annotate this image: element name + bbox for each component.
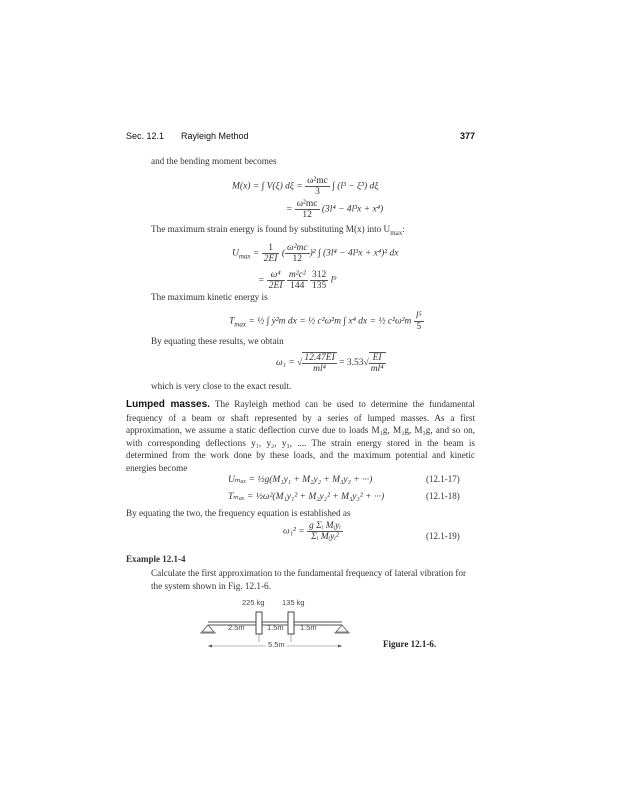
eq-u1-frac: [262, 243, 280, 264]
eq-w-frac2: [369, 352, 386, 374]
text-line-4: By equating these results, we obtain: [151, 336, 284, 346]
eq-t-sub: max: [234, 320, 246, 329]
eq-m1-den: 3: [315, 187, 320, 197]
eq-w-left: ω₁ =: [276, 358, 295, 369]
example-title: Example 12.1-4: [126, 554, 186, 564]
equation-number-17: (12.1-17): [426, 474, 460, 484]
eq-u2-frac3: [310, 270, 328, 291]
equation-umax-1: $U_{max}$ = $\frac{1}{2EI}$ ( $\frac{\text{ω²mc}}{12}$ )² ∫ (3l⁴ − 4l³x + x⁴)² dx: [232, 243, 399, 264]
text-line-1: and the bending moment becomes: [151, 156, 277, 166]
section-title: Rayleigh Method: [181, 131, 249, 141]
figure-caption: Figure 12.1-6.: [383, 639, 437, 649]
mass-2-label: 135 kg: [282, 598, 305, 607]
eq-u2-den: 2EI: [268, 281, 283, 291]
equation-12-1-18: Tₘₐₓ = ½ω²(M₁y₁² + M₂y₂² + M₃y₃² + ···): [228, 492, 385, 502]
eq-u1-left: U: [232, 248, 239, 259]
eq-t-frac-num: l⁵: [415, 311, 422, 321]
text-line-2-main: The maximum strain energy is found by substituting M(x) into U: [151, 224, 391, 234]
lumped-masses-paragraph: [126, 398, 475, 475]
eq-u1-den: 2EI: [263, 254, 278, 264]
example-body: Calculate the first approximation to the fundamental frequency of lateral vibration for the system shown in Fig. 12.1-6.: [151, 568, 467, 591]
eq-m2-right: (3l⁴ − 4l³x + x⁴): [321, 204, 384, 215]
eq-m2-den: 12: [302, 210, 312, 220]
mass-1-block: [256, 612, 262, 634]
eq-m1-left: M(x) = ∫ V(ξ) dξ =: [232, 181, 306, 192]
eq19-left: ω₁² =: [283, 526, 305, 537]
equation-umax-2: = $\frac{\text{ω⁴}}{2EI}$ $\frac{\text{m²c²}}{144}$ $\frac{312}{135}$ l⁹: [258, 270, 337, 291]
eq-w-den: ml⁴: [313, 364, 326, 374]
span-1-label: 2.5m: [228, 623, 245, 632]
eq-u2-den2: 144: [290, 281, 305, 291]
eq-u2-frac1: [267, 270, 285, 291]
equation-number-19: (12.1-19): [426, 531, 460, 541]
eq-w-frac: [302, 352, 336, 374]
text-line-6: By equating the two, the frequency equation is established as: [126, 508, 351, 518]
equation-tmax: [229, 311, 424, 332]
section-label: Sec. 12.1: [126, 131, 165, 141]
text-line-2: The maximum strain energy is found by substituting M(x) into $U_{max}$:: [151, 224, 405, 237]
equation-number-18: (12.1-18): [426, 491, 460, 501]
eq-m1-num: ω²mc: [307, 176, 328, 186]
equation-omega: ω₁ = √ $\frac{12.47EI}{\text{ml⁴}}$ = 3.53√ $\frac{EI}{\text{ml⁴}}$: [276, 353, 384, 374]
eq-t-left: T: [229, 316, 235, 327]
eq-t-frac-den: 5: [416, 322, 422, 332]
span-3-label: 1.5m: [300, 623, 317, 632]
right-support: [336, 625, 348, 632]
span-2-label: 1.5m: [267, 623, 284, 632]
text-line-3: The maximum kinetic energy is: [151, 292, 268, 302]
equation-moment-2: = $\frac{\text{ω²mc}}{12}$ (3l⁴ − 4l³x + x⁴): [286, 199, 384, 220]
eq-u2-num: ω⁴: [267, 270, 285, 281]
text-line-2-sub: max: [390, 228, 403, 237]
left-support: [202, 625, 214, 632]
mass-2-block: [288, 612, 294, 634]
eq-t-right: = ½ ∫ ẏ²m dx = ½ c²ω²m ∫ x⁴ dx = ½ c²ω²m: [248, 316, 412, 327]
eq19-num: g Σᵢ Mᵢyᵢ: [309, 521, 341, 531]
eq-m1-right: ∫ (l³ − ξ³) dξ: [332, 181, 379, 192]
eq-w-den2: ml⁴: [370, 364, 384, 374]
page-number: 377: [460, 131, 476, 141]
eq19-frac: [307, 521, 343, 542]
eq-u1-sub: max: [238, 252, 251, 261]
eq19-den: Σᵢ Mᵢyᵢ²: [311, 532, 339, 542]
total-length-label: 5.5m: [268, 640, 285, 649]
eq-w-mid: = 3.53: [339, 358, 364, 369]
eq-u1-pden: 12: [292, 254, 303, 264]
eq-u2-num3: 312: [312, 270, 327, 280]
eq-m2-fraction: [295, 199, 320, 220]
text-line-5: which is very close to the exact result.: [151, 381, 292, 391]
eq-u1-pfrac: [285, 243, 310, 264]
eq-u2-tail: l⁹: [330, 275, 337, 286]
eq-u2-frac2: [287, 270, 308, 291]
eq-u2-num2: m²c²: [288, 270, 306, 280]
eq-m2-num: ω²mc: [296, 199, 318, 209]
eq-u1-right: ∫ (3l⁴ − 4l³x + x⁴)² dx: [318, 248, 399, 259]
mass-1-label: 225 kg: [242, 598, 265, 607]
figure-12-1-6: [200, 598, 370, 650]
lumped-masses-heading: Lumped masses.: [126, 399, 210, 410]
eq-u1-pnum: ω²mc: [286, 243, 308, 253]
eq-u1-num: 1: [262, 243, 280, 254]
equation-12-1-17: Uₘₐₓ = ½g(M₁y₁ + M₂y₂ + M₃y₃ + ···): [228, 475, 373, 485]
dim-arrow-left: [208, 645, 212, 648]
eq-m1-fraction: [305, 176, 330, 197]
equation-moment-1: [232, 176, 378, 197]
eq-w-num: 12.47EI: [304, 353, 335, 363]
eq-u2-den3: 135: [312, 281, 327, 291]
lumped-masses-body: The Rayleigh method can be used to determine the fundamental frequency of a beam or shaft represented by a series of lumped masses. As a first approximation, we assume a static deflection curve due to loads M₁g, M₂g, M₃g, and so on, with corresponding deflections y₁, y₂, y₃, .... The strain energy stored in the beam is determined from the work done by these loads, and the maximum potential and kinetic energies become: [126, 399, 475, 473]
equation-12-1-19: [283, 521, 343, 542]
eq-t-frac: [414, 311, 424, 332]
dim-arrow-right: [338, 645, 342, 648]
eq-w-num2: EI: [369, 353, 386, 364]
